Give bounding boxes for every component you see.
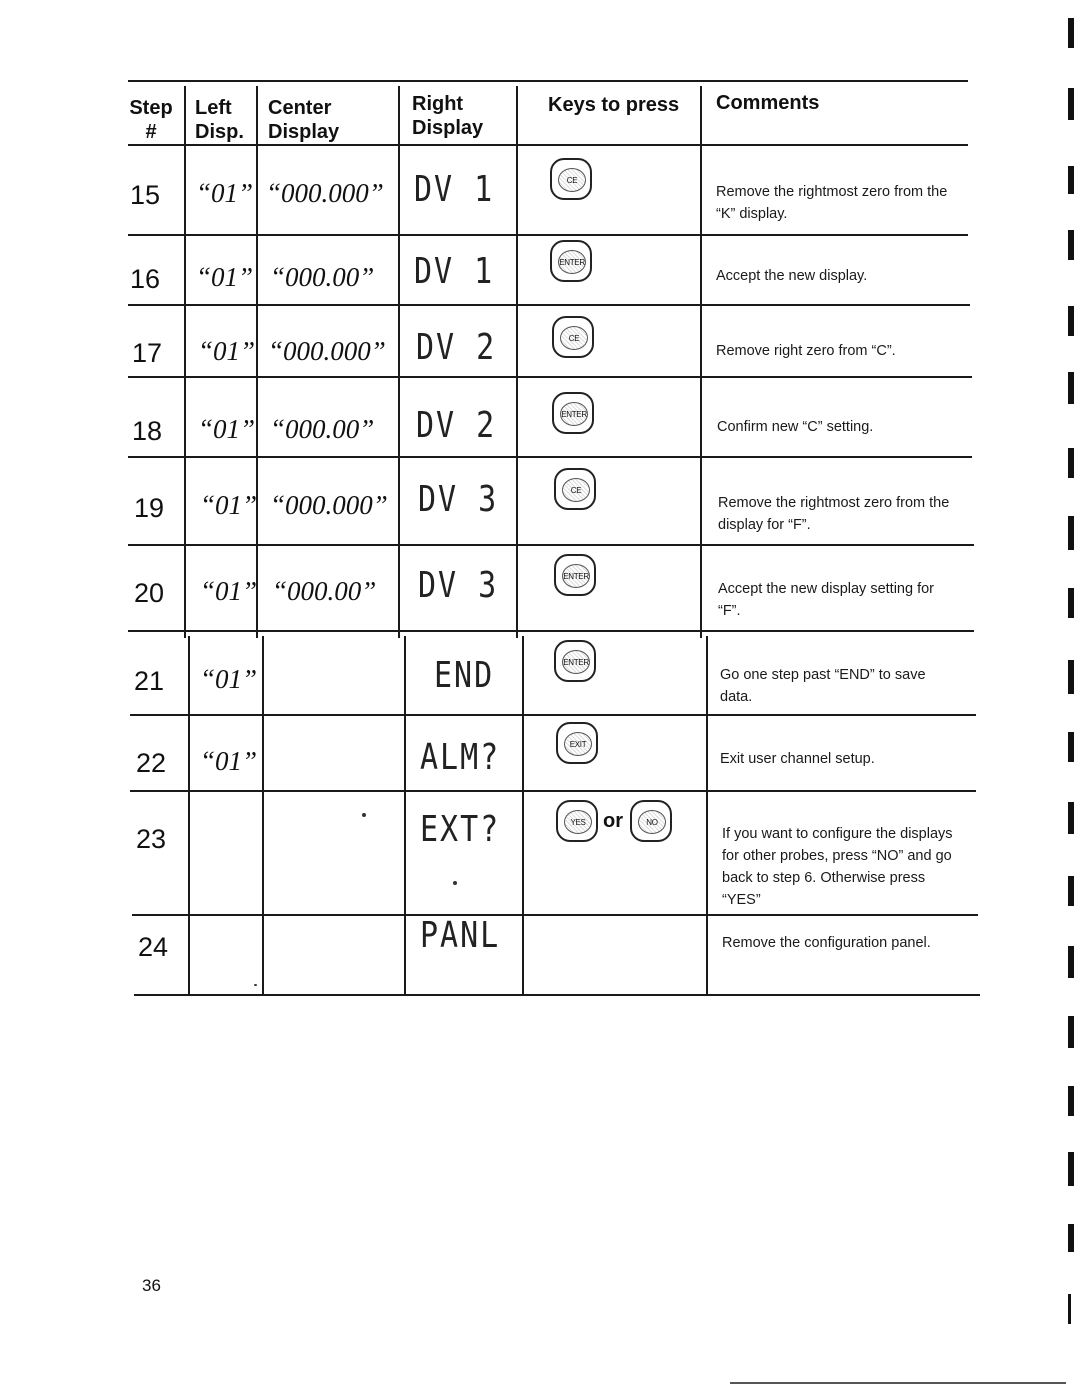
left-display-value: “01”	[200, 576, 258, 606]
binding-edge-mark	[1068, 732, 1074, 762]
left-display-value: “01”	[200, 746, 258, 776]
binding-edge-mark	[1068, 306, 1074, 336]
row-rule	[128, 630, 974, 632]
enter-key-icon	[554, 640, 596, 682]
row-rule	[128, 234, 968, 236]
left-display-value: “01”	[196, 262, 254, 292]
ce-key-icon	[550, 158, 592, 200]
header-center-line1: Center	[268, 97, 332, 119]
binding-edge-mark	[1068, 166, 1074, 194]
right-display-value: DV 3	[418, 564, 499, 607]
comment-text: If you want to configure the displays for other probes, press “NO” and go back to step 6. Otherwise press “YES”	[722, 826, 953, 908]
right-display-value: ALM?	[420, 736, 501, 779]
enter-key-icon	[550, 240, 592, 282]
binding-edge-mark	[1068, 588, 1074, 618]
key-label: CE	[570, 485, 582, 495]
center-display-value: “000.000”	[268, 336, 386, 366]
header-right-line2: Display	[412, 117, 484, 139]
header-right-line1: Right	[412, 93, 464, 115]
header-step-line1: Step	[129, 97, 173, 119]
scan-speck	[453, 881, 457, 885]
binding-edge-mark	[1068, 372, 1074, 404]
exit-key-icon	[556, 722, 598, 764]
header-left	[195, 96, 244, 144]
header-left-line2: Disp.	[195, 121, 244, 143]
key-label: EXIT	[569, 739, 587, 749]
binding-edge-mark	[1068, 876, 1074, 906]
binding-edge-mark	[1068, 448, 1074, 478]
row-rule	[132, 914, 978, 916]
left-display-value: “01”	[198, 336, 256, 366]
key-label: CE	[568, 333, 580, 343]
key-label: ENTER	[561, 409, 587, 419]
col-rule	[404, 636, 406, 994]
ce-key-icon	[552, 316, 594, 358]
key-label: YES	[570, 817, 586, 827]
right-display-value: END	[434, 654, 495, 697]
binding-edge-mark	[1068, 18, 1074, 48]
comment-text: Remove the rightmost zero from the “K” display.	[716, 184, 948, 222]
key-label: ENTER	[563, 571, 589, 581]
comment-text: Remove the configuration panel.	[722, 935, 931, 951]
header-center-line2: Display	[268, 121, 340, 143]
header-center	[268, 96, 339, 144]
comment-text: Accept the new display setting for “F”.	[718, 581, 935, 619]
step-number: 19	[134, 493, 165, 523]
ce-key-icon	[554, 468, 596, 510]
step-number: 20	[134, 578, 165, 608]
row-rule	[130, 714, 976, 716]
right-display-value: DV 1	[414, 168, 495, 211]
row-rule	[128, 376, 972, 378]
or-joiner: or	[603, 810, 623, 832]
col-rule	[706, 636, 708, 994]
center-display-value: “000.000”	[266, 178, 384, 208]
binding-edge-mark	[1068, 516, 1074, 550]
col-rule	[700, 86, 702, 638]
binding-edge-mark	[1068, 660, 1074, 694]
col-rule	[516, 86, 518, 638]
key-label: NO	[646, 817, 658, 827]
col-rule	[398, 86, 400, 638]
step-number: 18	[132, 416, 163, 446]
col-rule	[262, 636, 264, 994]
right-display-value: EXT?	[420, 808, 501, 851]
left-display-value: “01”	[196, 178, 254, 208]
scan-speck	[254, 984, 257, 986]
step-number: 15	[130, 180, 161, 210]
comment-text: Accept the new display.	[716, 268, 868, 284]
header-step-line2: #	[145, 121, 157, 143]
comment-text: Remove right zero from “C”.	[716, 343, 896, 359]
binding-edge-mark	[1068, 1086, 1074, 1116]
step-number: 21	[134, 666, 165, 696]
yes-key-icon	[556, 800, 598, 842]
header-comments: Comments	[716, 92, 820, 114]
header-right	[412, 92, 483, 140]
comment-text: Exit user channel setup.	[720, 751, 875, 767]
row-rule	[128, 456, 972, 458]
step-number: 24	[138, 932, 169, 962]
step-number: 23	[136, 824, 167, 854]
left-display-value: “01”	[198, 414, 256, 444]
right-display-value: DV 1	[414, 250, 495, 293]
header-step	[128, 96, 174, 144]
enter-key-icon	[554, 554, 596, 596]
comment-text: Remove the rightmost zero from the display for “F”.	[718, 495, 950, 533]
key-label: ENTER	[563, 657, 589, 667]
left-display-value: “01”	[200, 490, 258, 520]
binding-edge-mark	[1068, 1224, 1074, 1252]
comment-text: Go one step past “END” to save data.	[720, 667, 926, 705]
left-display-value: “01”	[200, 664, 258, 694]
binding-edge-mark	[1068, 1294, 1071, 1324]
row-rule	[128, 304, 970, 306]
step-number: 17	[132, 338, 163, 368]
right-display-value: DV 2	[416, 326, 497, 369]
binding-edge-mark	[1068, 230, 1074, 260]
step-number: 22	[136, 748, 167, 778]
enter-key-icon	[552, 392, 594, 434]
col-rule	[256, 86, 258, 638]
center-display-value: “000.00”	[270, 414, 375, 444]
center-display-value: “000.00”	[270, 262, 375, 292]
right-display-value: DV 3	[418, 478, 499, 521]
key-label: CE	[566, 175, 578, 185]
table-bottom-rule	[134, 994, 980, 996]
table-top-rule	[128, 80, 968, 82]
binding-edge-mark	[1068, 1152, 1074, 1186]
no-key-icon	[630, 800, 672, 842]
step-number: 16	[130, 264, 161, 294]
scan-speck	[362, 813, 366, 817]
row-rule	[130, 790, 976, 792]
row-rule	[128, 544, 974, 546]
center-display-value: “000.000”	[270, 490, 388, 520]
header-left-line1: Left	[195, 97, 232, 119]
binding-edge-mark	[1068, 88, 1074, 120]
binding-edge-mark	[1068, 802, 1074, 834]
right-display-value: DV 2	[416, 404, 497, 447]
header-bottom-rule	[128, 144, 968, 146]
col-rule	[522, 636, 524, 994]
page-number: 36	[142, 1276, 161, 1295]
key-label: ENTER	[559, 257, 585, 267]
binding-edge-mark	[1068, 946, 1074, 978]
center-display-value: “000.00”	[272, 576, 377, 606]
header-keys: Keys to press	[548, 94, 680, 116]
right-display-value: PANL	[420, 914, 501, 957]
scan-bottom-line	[730, 1382, 1066, 1384]
comment-text: Confirm new “C” setting.	[717, 419, 874, 435]
binding-edge-mark	[1068, 1016, 1074, 1048]
